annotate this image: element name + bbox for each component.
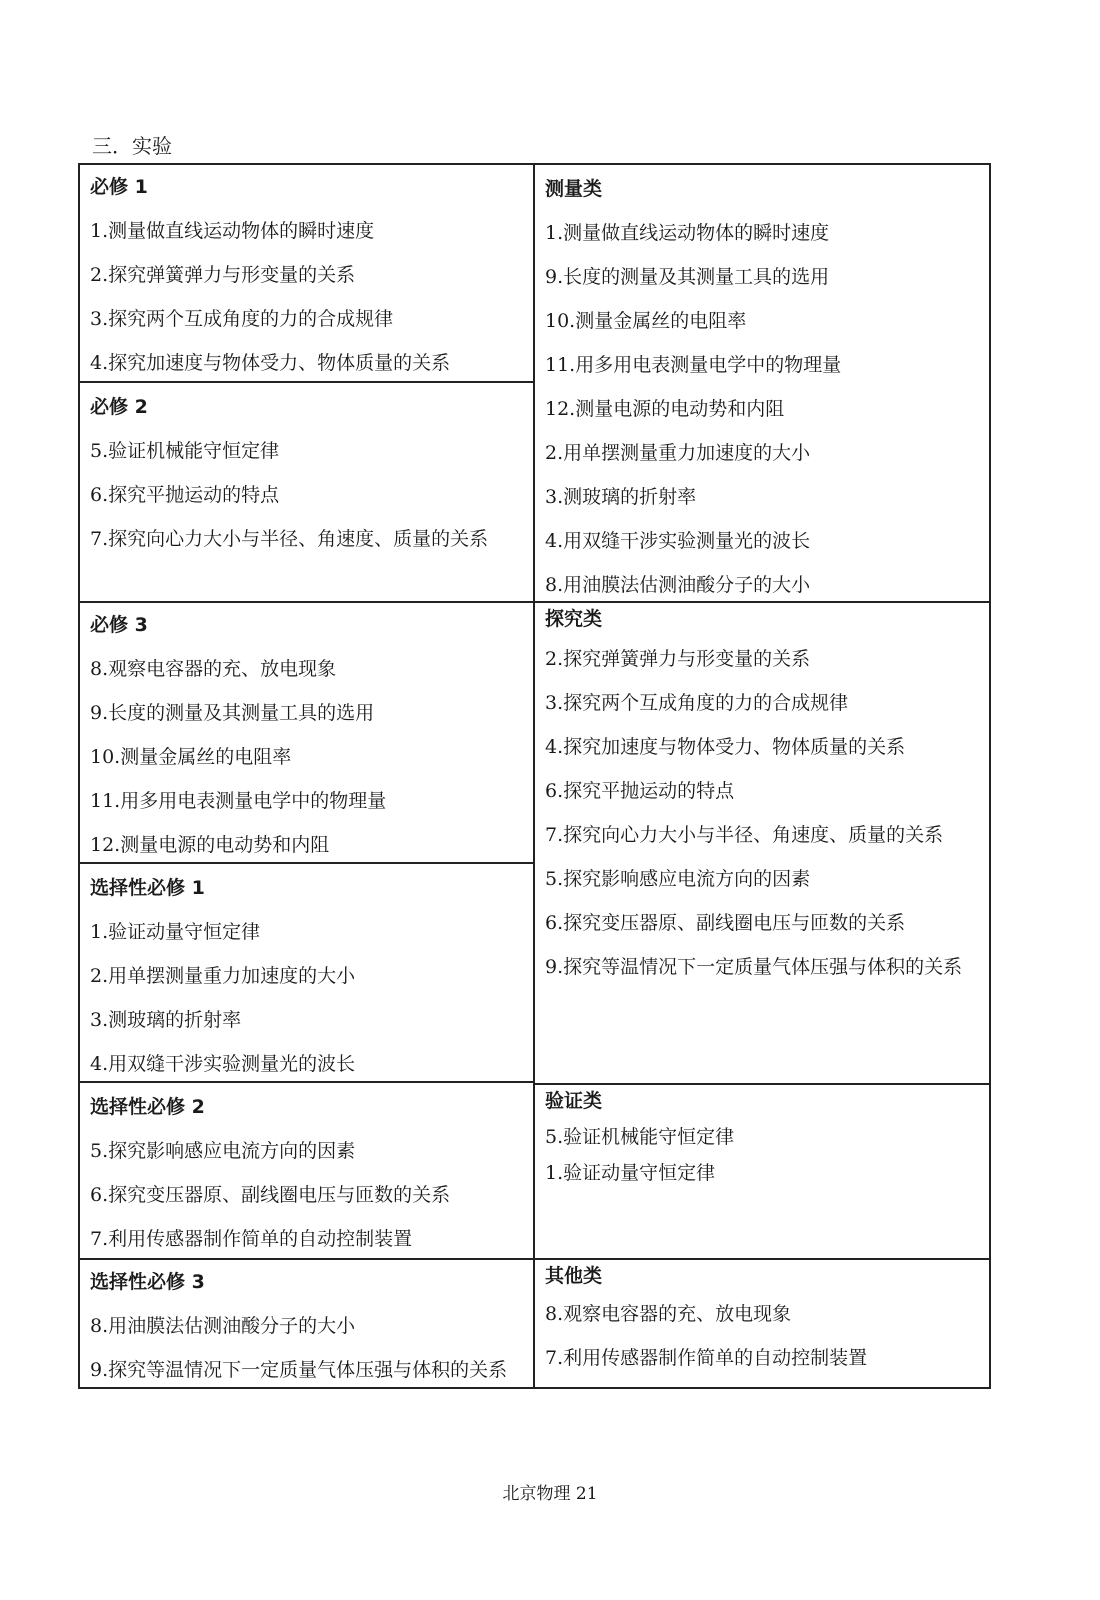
experiment-list — [90, 1139, 533, 1251]
list-item: 1.测量做直线运动物体的瞬时速度 — [545, 222, 830, 244]
list-item: 8.用油膜法估测油酸分子的大小 — [545, 574, 811, 596]
list-item: 2.用单摆测量重力加速度的大小 — [90, 965, 356, 987]
list-item: 7.利用传感器制作简单的自动控制装置 — [90, 1228, 413, 1250]
experiment-list — [90, 439, 533, 551]
list-item: 7.利用传感器制作简单的自动控制装置 — [545, 1347, 868, 1369]
cell-exploration-category — [533, 601, 991, 1085]
list-item: 1.测量做直线运动物体的瞬时速度 — [90, 220, 375, 242]
list-item: 3.测玻璃的折射率 — [545, 486, 697, 508]
list-item: 9.长度的测量及其测量工具的选用 — [90, 702, 375, 724]
list-item: 8.用油膜法估测油酸分子的大小 — [90, 1315, 356, 1337]
cell-verification-category — [533, 1083, 991, 1260]
list-item: 1.验证动量守恒定律 — [545, 1162, 716, 1184]
list-item: 3.探究两个互成角度的力的合成规律 — [90, 308, 394, 330]
cell-heading: 验证类 — [545, 1090, 603, 1112]
list-item: 7.探究向心力大小与半径、角速度、质量的关系 — [90, 528, 489, 550]
list-item: 2.用单摆测量重力加速度的大小 — [545, 442, 811, 464]
list-item: 7.探究向心力大小与半径、角速度、质量的关系 — [545, 824, 944, 846]
list-item: 8.观察电容器的充、放电现象 — [545, 1303, 792, 1325]
list-item: 10.测量金属丝的电阻率 — [545, 310, 747, 332]
list-item: 8.观察电容器的充、放电现象 — [90, 658, 337, 680]
list-item: 5.验证机械能守恒定律 — [545, 1126, 735, 1148]
list-item: 9.探究等温情况下一定质量气体压强与体积的关系 — [90, 1359, 508, 1381]
cell-heading: 必修 2 — [90, 396, 148, 418]
cell-elective-compulsory-3 — [78, 1258, 535, 1389]
cell-heading: 选择性必修 2 — [90, 1096, 205, 1118]
experiment-list — [545, 1302, 989, 1370]
cell-heading: 其他类 — [545, 1265, 603, 1287]
cell-measurement-category — [533, 163, 991, 603]
cell-heading: 必修 1 — [90, 176, 148, 198]
list-item: 10.测量金属丝的电阻率 — [90, 746, 292, 768]
list-item: 12.测量电源的电动势和内阻 — [90, 834, 330, 856]
list-item: 6.探究变压器原、副线圈电压与匝数的关系 — [90, 1184, 451, 1206]
experiment-list — [545, 1125, 989, 1185]
cell-compulsory-2 — [78, 381, 535, 603]
experiment-list — [90, 920, 533, 1076]
cell-heading: 测量类 — [545, 178, 603, 200]
list-item: 11.用多用电表测量电学中的物理量 — [90, 790, 387, 812]
section-title: 三．实验 — [92, 134, 172, 158]
list-item: 4.探究加速度与物体受力、物体质量的关系 — [90, 352, 451, 374]
cell-other-category — [533, 1258, 991, 1389]
list-item: 2.探究弹簧弹力与形变量的关系 — [90, 264, 356, 286]
list-item: 4.用双缝干涉实验测量光的波长 — [90, 1053, 356, 1075]
page-footer: 北京物理 21 — [502, 1484, 598, 1504]
cell-heading: 探究类 — [545, 608, 603, 630]
list-item: 4.用双缝干涉实验测量光的波长 — [545, 530, 811, 552]
list-item: 3.探究两个互成角度的力的合成规律 — [545, 692, 849, 714]
experiment-list — [90, 657, 533, 857]
list-item: 2.探究弹簧弹力与形变量的关系 — [545, 648, 811, 670]
experiment-list — [90, 1314, 533, 1382]
list-item: 12.测量电源的电动势和内阻 — [545, 398, 785, 420]
cell-elective-compulsory-1 — [78, 862, 535, 1083]
list-item: 9.探究等温情况下一定质量气体压强与体积的关系 — [545, 956, 963, 978]
cell-heading: 必修 3 — [90, 614, 148, 636]
list-item: 1.验证动量守恒定律 — [90, 921, 261, 943]
list-item: 9.长度的测量及其测量工具的选用 — [545, 266, 830, 288]
list-item: 6.探究平抛运动的特点 — [90, 484, 280, 506]
cell-compulsory-3 — [78, 601, 535, 864]
list-item: 3.测玻璃的折射率 — [90, 1009, 242, 1031]
experiment-list — [90, 219, 533, 375]
cell-heading: 选择性必修 3 — [90, 1271, 205, 1293]
list-item: 6.探究平抛运动的特点 — [545, 780, 735, 802]
list-item: 6.探究变压器原、副线圈电压与匝数的关系 — [545, 912, 906, 934]
list-item: 5.验证机械能守恒定律 — [90, 440, 280, 462]
cell-compulsory-1 — [78, 163, 535, 383]
cell-heading: 选择性必修 1 — [90, 877, 205, 899]
experiment-list — [545, 221, 989, 597]
list-item: 5.探究影响感应电流方向的因素 — [545, 868, 811, 890]
list-item: 4.探究加速度与物体受力、物体质量的关系 — [545, 736, 906, 758]
list-item: 11.用多用电表测量电学中的物理量 — [545, 354, 842, 376]
cell-elective-compulsory-2 — [78, 1081, 535, 1260]
experiment-list — [545, 647, 989, 979]
list-item: 5.探究影响感应电流方向的因素 — [90, 1140, 356, 1162]
